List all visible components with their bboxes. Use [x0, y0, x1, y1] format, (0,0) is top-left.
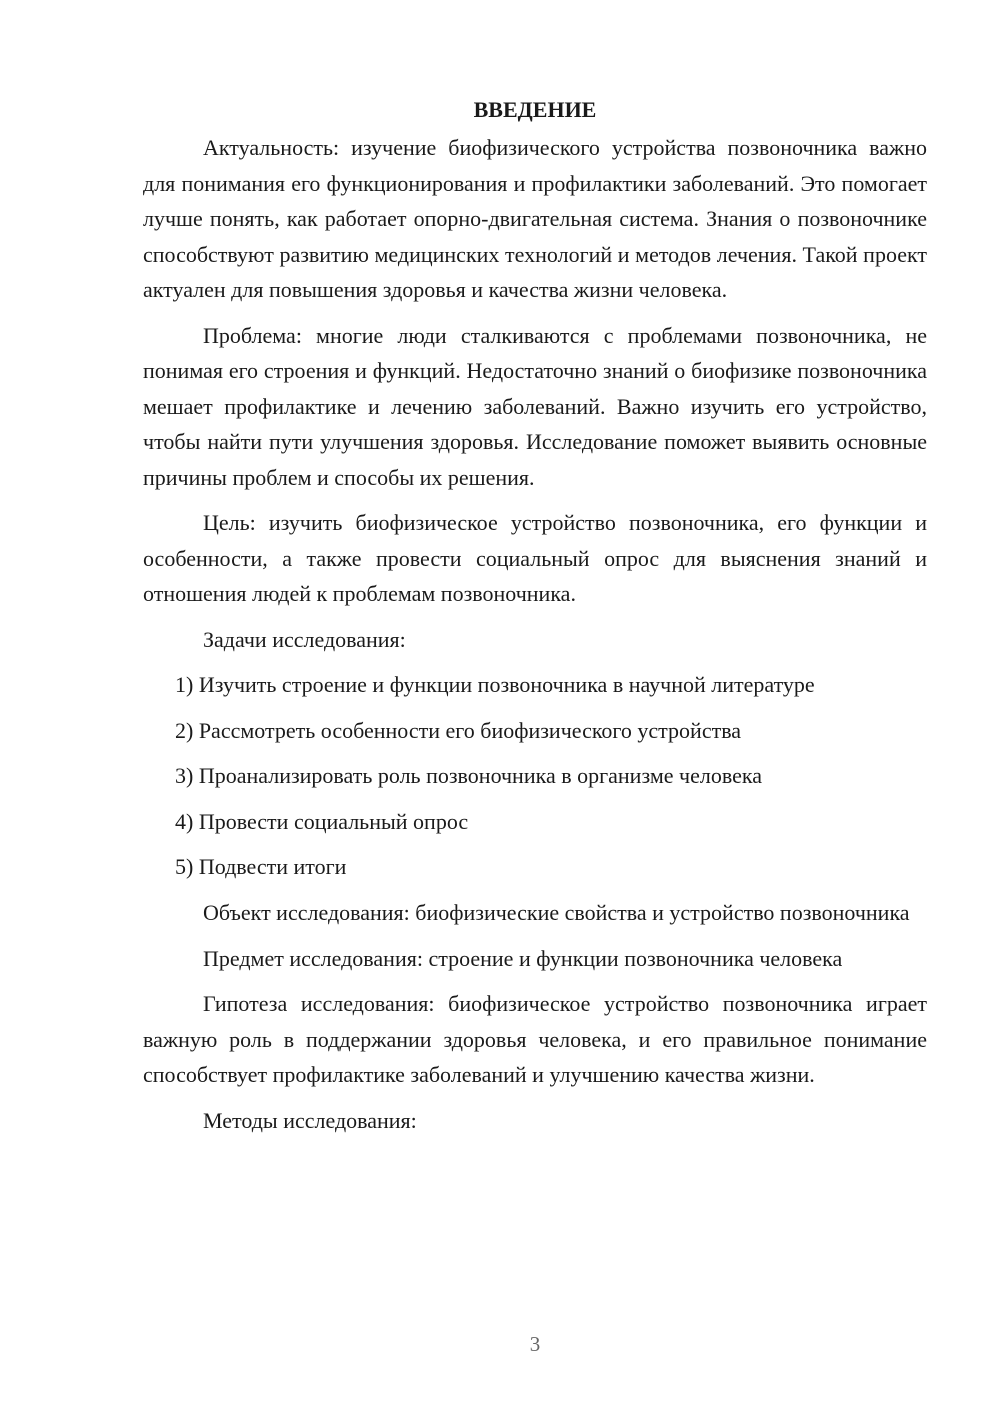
task-item: 1) Изучить строение и функции позвоночника в научной литературе [175, 672, 815, 697]
section-heading: ВВЕДЕНИЕ [473, 97, 597, 122]
task-item: 3) Проанализировать роль позвоночника в организме человека [175, 763, 762, 788]
task-item: 4) Провести социальный опрос [175, 808, 469, 834]
relevance-paragraph: Актуальность: изучение биофизического устройства позвоночника важно для понимания его функционирования и профилактики заболеваний. Это помогает лучше понять, как работает опорно-двигательная система. Знания о позвоночнике способствуют развитию медицинских технологий и методов лечения. Такой проект актуален для повышения здоровья и качества жизни человека. [143, 135, 927, 302]
object-paragraph: Объект исследования: биофизические свойства и устройство позвоночника [203, 900, 910, 925]
problem-paragraph: Проблема: многие люди сталкиваются с проблемами позвоночника, не понимая его строения и функций. Недостаточно знаний о биофизике позвоночника мешает профилактике и лечению заболеваний. Важно изучить его устройство, чтобы найти пути улучшения здоровья. Исследование поможет выявить основные причины проблем и способы их решения. [143, 322, 927, 490]
tasks-title: Задачи исследования: [203, 626, 406, 652]
goal-paragraph: Цель: изучить биофизическое устройство позвоночника, его функции и особенности, а также провести социальный опрос для выяснения знаний и отношения людей к проблемам позвоночника. [143, 510, 927, 606]
tasks-list [175, 667, 927, 885]
subject-paragraph: Предмет исследования: строение и функции позвоночника человека [203, 945, 843, 971]
methods-title: Методы исследования: [203, 1107, 417, 1133]
page-number: 3 [529, 1332, 541, 1356]
document-page [143, 92, 927, 1148]
hypothesis-paragraph: Гипотеза исследования: биофизическое устройство позвоночника играет важную роль в поддержании здоровья человека, и его правильное понимание способствует профилактике заболеваний и улучшению качества жизни. [143, 991, 927, 1087]
task-item: 2) Рассмотреть особенности его биофизического устройства [175, 717, 742, 743]
task-item: 5) Подвести итоги [175, 854, 347, 879]
